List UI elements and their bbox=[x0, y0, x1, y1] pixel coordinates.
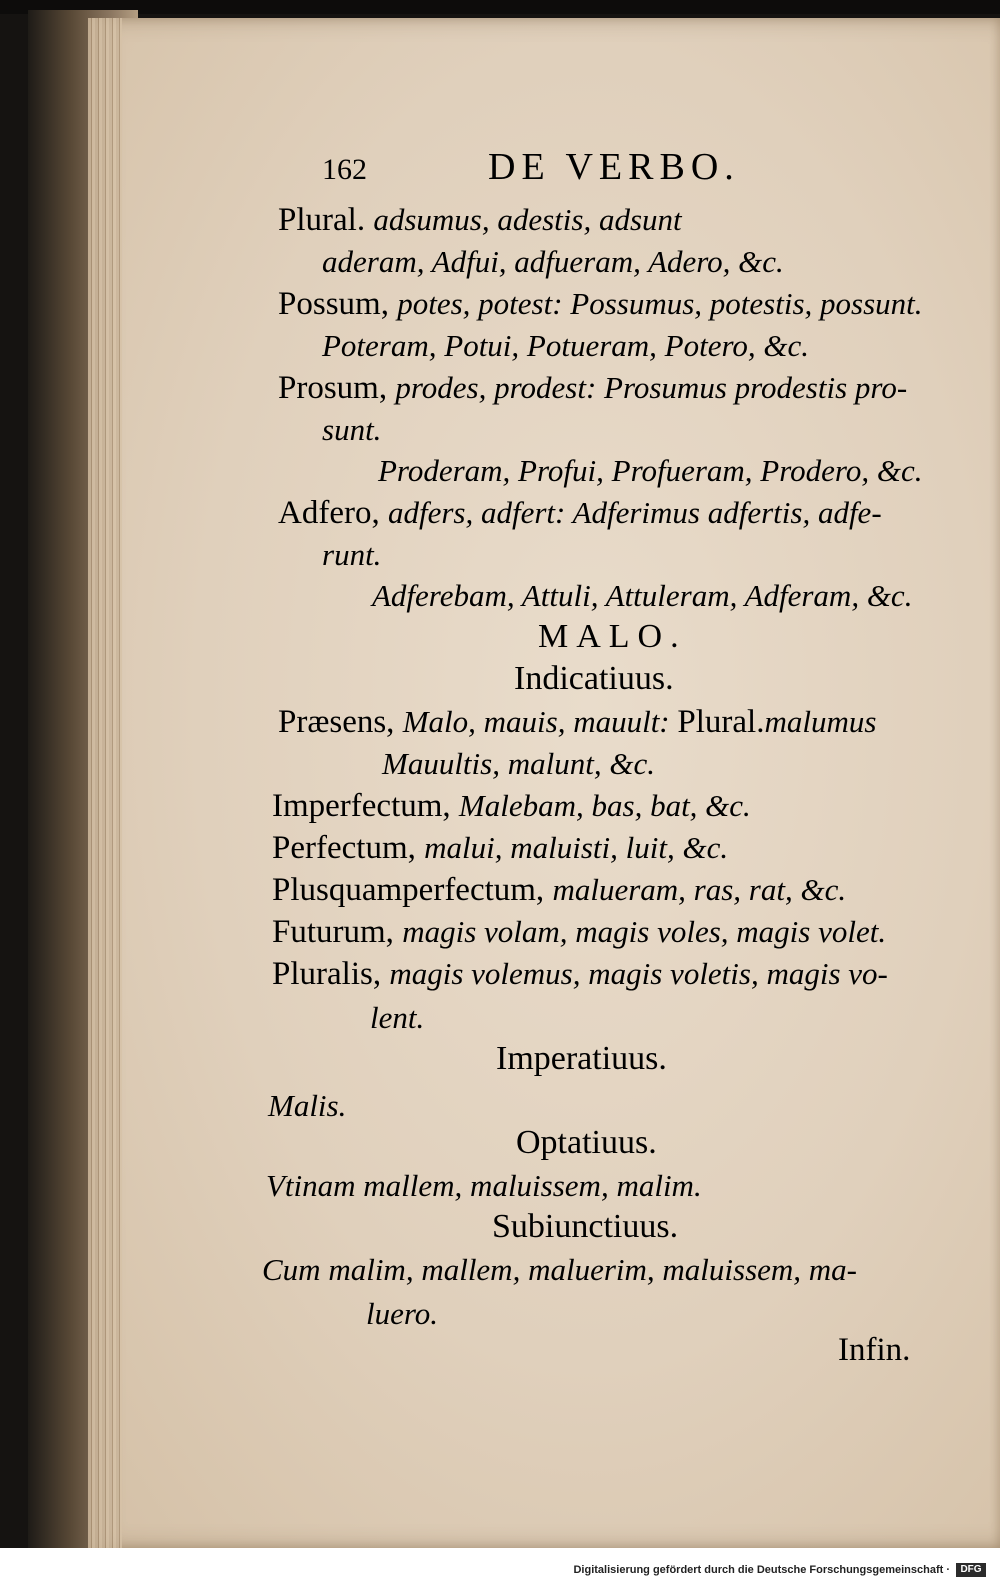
text-line-6: sunt. bbox=[322, 412, 382, 447]
text-line-futurum: Futurum, magis volam, magis voles, magis volet. bbox=[272, 914, 887, 950]
text-line-vtinam: Vtinam mallem, maluissem, malim. bbox=[266, 1168, 702, 1203]
text-line-plusquam: Plusquamperfectum, malueram, ras, rat, &c. bbox=[272, 872, 847, 908]
text-line-mauultis: Mauultis, malunt, &c. bbox=[382, 746, 655, 781]
text-line-1: Plural. adsumus, adestis, adsunt bbox=[278, 202, 682, 238]
text-line-luero: luero. bbox=[366, 1296, 439, 1331]
section-heading-indicatiuus: Indicatiuus. bbox=[514, 660, 674, 697]
dfg-logo: DFG bbox=[956, 1563, 986, 1577]
text-line-pluralis: Pluralis, magis volemus, magis voletis, magis vo- bbox=[272, 956, 888, 992]
text-line-9: runt. bbox=[322, 537, 382, 572]
text-line-2: aderam, Adfui, adfueram, Adero, &c. bbox=[322, 244, 784, 279]
text-line-5: Prosum, prodes, prodest: Prosumus prodestis pro- bbox=[278, 370, 908, 406]
scan-top-border bbox=[0, 0, 1000, 14]
text-line-lent: lent. bbox=[370, 1000, 425, 1035]
text-line-cum-malim: Cum malim, mallem, maluerim, maluissem, ma- bbox=[262, 1252, 857, 1287]
catchword-infin: Infin. bbox=[838, 1332, 911, 1368]
text-line-3: Possum, potes, potest: Possumus, potestis, possunt. bbox=[278, 286, 923, 322]
text-line-10: Adferebam, Attuli, Attuleram, Adferam, &c. bbox=[372, 578, 913, 613]
text-line-7: Proderam, Profui, Profueram, Prodero, &c. bbox=[378, 453, 923, 488]
page-number: 162 bbox=[322, 153, 367, 186]
text-line-perfectum: Perfectum, malui, maluisti, luit, &c. bbox=[272, 830, 729, 866]
page-title: DE VERBO. bbox=[488, 146, 740, 188]
footer-credit: Digitalisierung gefördert durch die Deutsche Forschungsgemeinschaft · bbox=[573, 1564, 950, 1576]
text-line-4: Poteram, Potui, Potueram, Potero, &c. bbox=[322, 328, 810, 363]
page-stack-edges bbox=[88, 18, 122, 1548]
section-heading-optatiuus: Optatiuus. bbox=[516, 1124, 657, 1161]
section-heading-subiunctiuus: Subiunctiuus. bbox=[492, 1208, 679, 1245]
text-line-praesens: Præsens, Malo, mauis, mauult: Plural.malumus bbox=[278, 704, 877, 740]
section-heading-malo: MALO. bbox=[538, 618, 687, 655]
text-line-imperfectum: Imperfectum, Malebam, bas, bat, &c. bbox=[272, 788, 751, 824]
text-line-8: Adfero, adfers, adfert: Adferimus adfertis, adfe- bbox=[278, 495, 882, 531]
section-heading-imperatiuus: Imperatiuus. bbox=[496, 1040, 667, 1077]
text-line-malis: Malis. bbox=[268, 1088, 347, 1123]
